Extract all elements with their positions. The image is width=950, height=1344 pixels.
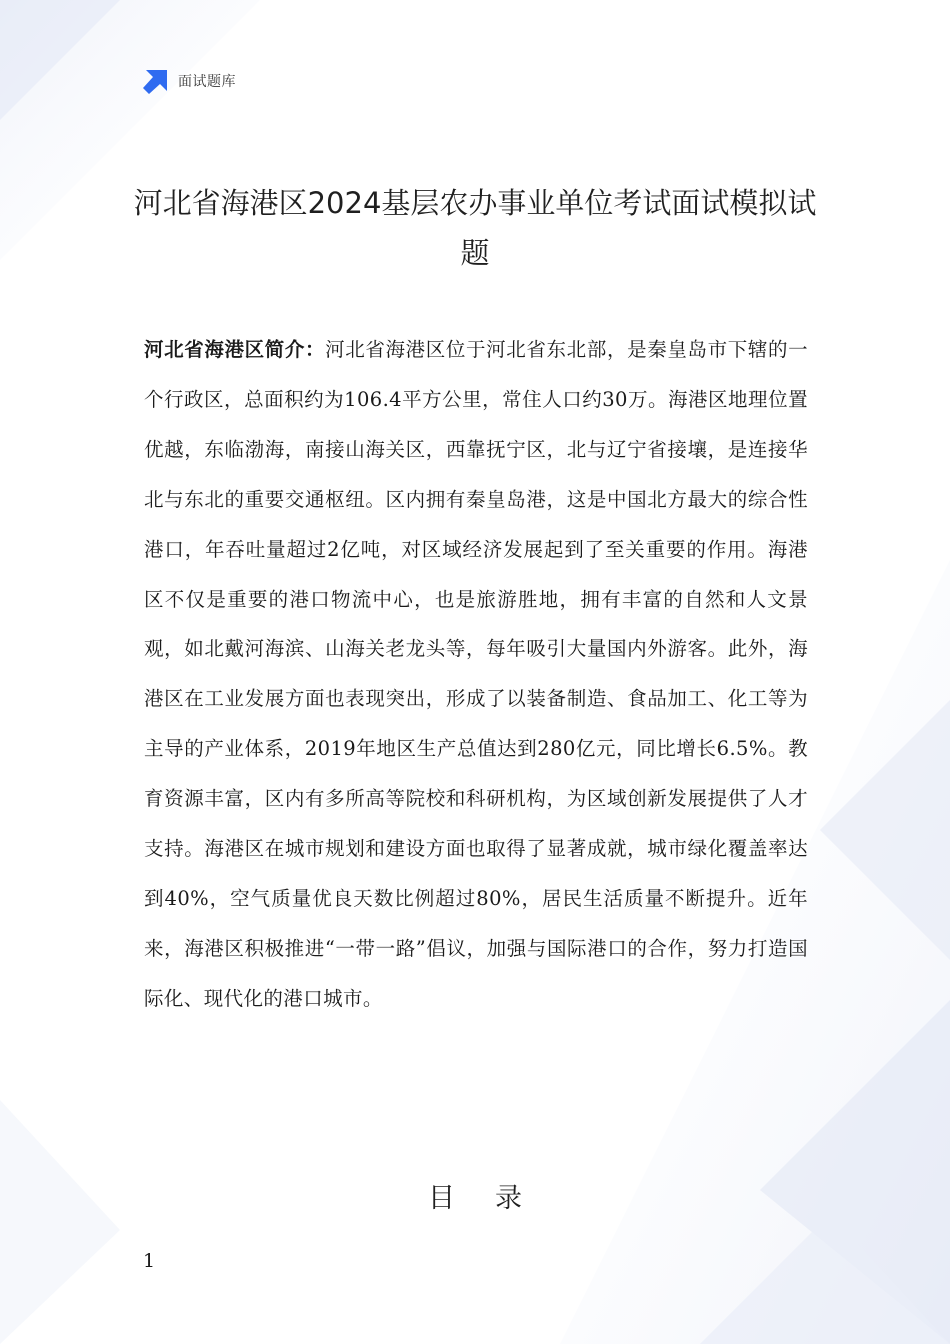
arrow-up-right-icon [143,68,169,94]
document-title: 河北省海港区2024基层农办事业单位考试面试模拟试题 [133,186,817,270]
brand-name: 面试题库 [178,74,236,90]
header-brand [143,68,236,94]
page-number: 1 [143,1250,156,1272]
intro-text: 河北省海港区位于河北省东北部，是秦皇岛市下辖的一个行政区，总面积约为106.4平方公里，常住人口约30万。海港区地理位置优越，东临渤海，南接山海关区，西靠抚宁区，北与辽宁省接壤，是连接华北与东北的重要交通枢纽。区内拥有秦皇岛港，这是中国北方最大的综合性港口，年吞吐量超过2亿吨，对区域经济发展起到了至关重要的作用。海港区不仅是重要的港口物流中心，也是旅游胜地，拥有丰富的自然和人文景观，如北戴河海滨、山海关老龙头等，每年吸引大量国内外游客。此外，海港区在工业发展方面也表现突出，形成了以装备制造、食品加工、化工等为主导的产业体系，2019年地区生产总值达到280亿元，同比增长6.5%。教育资源丰富，区内有多所高等院校和科研机构，为区域创新发展提供了人才支持。海港区在城市规划和建设方面也取得了显著成就，城市绿化覆盖率达到40%，空气质量优良天数比例超过80%，居民生活质量不断提升。近年来，海港区积极推进“一带一路”倡议，加强与国际港口的合作，努力打造国际化、现代化的港口城市。 [144,338,808,1010]
intro-label: 河北省海港区简介： [144,338,326,361]
intro-paragraph [144,325,808,1024]
toc-title: 目录 [428,1183,562,1214]
